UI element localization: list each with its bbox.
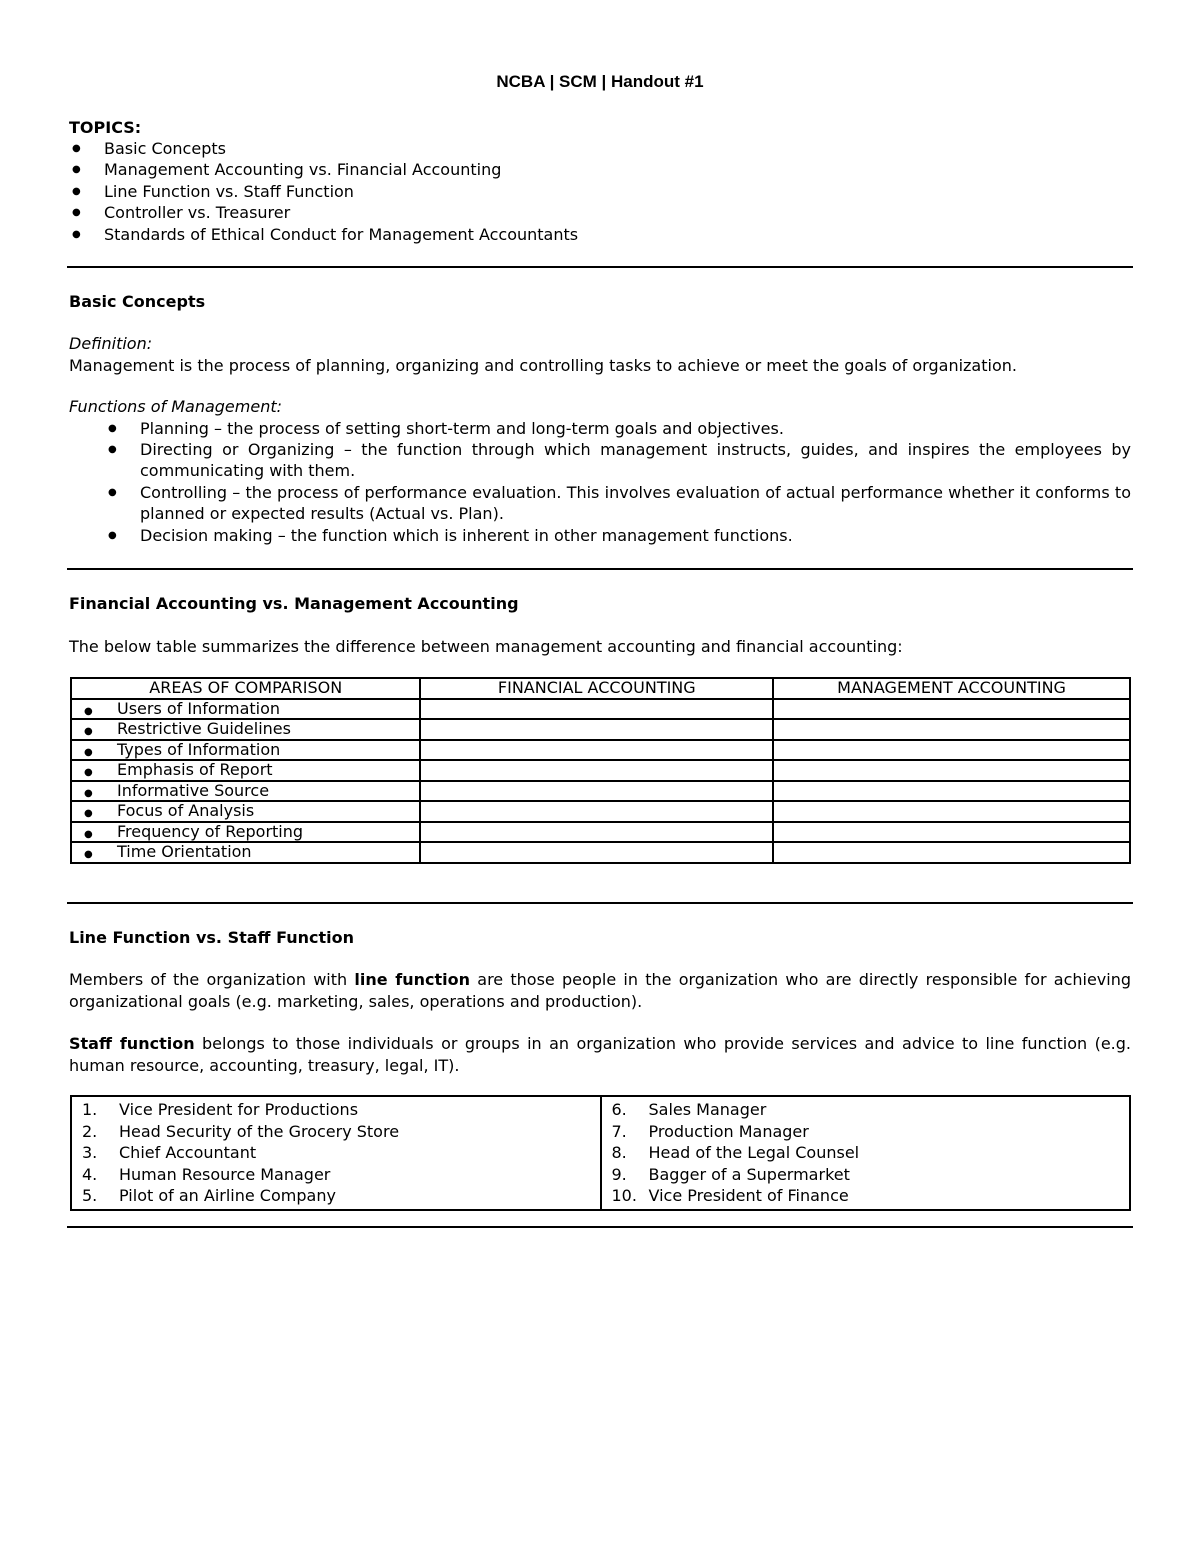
table-row: [71, 801, 1130, 822]
table-cell: [773, 740, 1130, 761]
table-cell: ● Focus of Analysis: [71, 801, 420, 822]
comparison-table: [70, 677, 1131, 864]
table-row: [71, 699, 1130, 720]
paragraph-bold-term: Staff function: [69, 1034, 195, 1053]
paragraph-text: Members of the organization with: [69, 970, 355, 989]
definition-text: Management is the process of planning, organizing and controlling tasks to achieve or meet the goals of organization.: [69, 355, 1017, 375]
table-cell: [420, 719, 773, 740]
table-cell: [773, 842, 1130, 863]
paragraph-bold-term: line function: [354, 970, 471, 989]
table-cell: ● Informative Source: [71, 781, 420, 802]
topics-label: TOPICS:: [69, 118, 142, 137]
list-item: 10. Vice President of Finance: [611, 1186, 849, 1205]
table-cell: [420, 740, 773, 761]
table-cell: ● Time Orientation: [71, 842, 420, 863]
list-item: ● Controller vs. Treasurer: [69, 202, 1131, 223]
list-item: ● Decision making – the function which is inherent in other management functions.: [69, 525, 1131, 546]
list-item: 6. Sales Manager: [611, 1100, 767, 1119]
section-divider: [67, 902, 1133, 904]
section-heading: Basic Concepts: [69, 292, 206, 311]
list-item: 7. Production Manager: [611, 1121, 809, 1141]
roles-column-right: [601, 1096, 1131, 1210]
list-item: ● Line Function vs. Staff Function: [69, 181, 1131, 202]
paragraph-text: belongs to those individuals or groups in an organization who provide services and advice to line function (e.g. human resource, accounting, treasury, legal, IT).: [69, 1034, 1131, 1075]
list-item: 8. Head of the Legal Counsel: [611, 1143, 860, 1162]
table-cell: ● Emphasis of Report: [71, 760, 420, 781]
table-row: [71, 781, 1130, 802]
list-item: ● Standards of Ethical Conduct for Management Accountants: [69, 224, 1131, 245]
basic-concepts-section: [69, 292, 1131, 546]
functions-list: [69, 418, 1131, 546]
topics-section: [69, 118, 1131, 245]
table-cell: ● Types of Information: [71, 740, 420, 761]
table-row: [71, 842, 1130, 863]
table-cell: [420, 781, 773, 802]
topics-list: [69, 138, 1131, 245]
table-cell: [773, 822, 1130, 843]
table-cell: [420, 801, 773, 822]
list-item: 9. Bagger of a Supermarket: [611, 1164, 850, 1184]
section-divider: [67, 266, 1133, 268]
table-row: [71, 760, 1130, 781]
table-cell: ● Frequency of Reporting: [71, 822, 420, 843]
column-header: AREAS OF COMPARISON: [71, 678, 420, 699]
list-item: 5. Pilot of an Airline Company: [82, 1186, 336, 1205]
line-function-paragraph: [69, 969, 1131, 1012]
functions-label: Functions of Management:: [69, 397, 282, 416]
list-item: 2. Head Security of the Grocery Store: [82, 1121, 400, 1141]
line-vs-staff-section: [69, 928, 1131, 1076]
page-title: NCBA | SCM | Handout #1: [496, 72, 704, 91]
table-row: [71, 740, 1130, 761]
table-cell: [420, 699, 773, 720]
roles-table: [70, 1095, 1131, 1211]
table-cell: [773, 699, 1130, 720]
table-cell: ● Restrictive Guidelines: [71, 719, 420, 740]
table-cell: [420, 842, 773, 863]
list-item: ● Basic Concepts: [69, 138, 1131, 159]
list-item: ● Directing or Organizing – the function through which management instructs, guides, and inspires the employees by communicating with them.: [69, 439, 1131, 482]
list-item: ● Management Accounting vs. Financial Accounting: [69, 159, 1131, 180]
definition-label: Definition:: [69, 334, 153, 353]
list-item: ● Planning – the process of setting short-term and long-term goals and objectives.: [69, 418, 1131, 439]
table-cell: [420, 822, 773, 843]
table-intro: The below table summarizes the difference between management accounting and financial accounting:: [69, 637, 903, 656]
table-cell: [420, 760, 773, 781]
section-heading: Financial Accounting vs. Management Accounting: [69, 594, 519, 613]
list-item: ● Controlling – the process of performance evaluation. This involves evaluation of actual performance whether it conforms to planned or expected results (Actual vs. Plan).: [69, 482, 1131, 525]
list-item: 1. Vice President for Productions: [82, 1100, 359, 1119]
table-row: [71, 719, 1130, 740]
table-header-row: [71, 678, 1130, 699]
table-cell: [773, 801, 1130, 822]
list-item: 4. Human Resource Manager: [82, 1164, 331, 1184]
staff-function-paragraph: [69, 1033, 1131, 1076]
section-divider: [67, 568, 1133, 570]
table-cell: ● Users of Information: [71, 699, 420, 720]
table-cell: [773, 719, 1130, 740]
section-divider: [67, 1226, 1133, 1228]
paragraph-text: are those people in the organization who are directly responsible for achieving organizational goals (e.g. marketing, sales, operations and production).: [69, 970, 1132, 1011]
table-cell: [773, 760, 1130, 781]
fa-vs-ma-section: [69, 594, 1131, 658]
section-heading: Line Function vs. Staff Function: [69, 928, 354, 947]
table-row: [71, 822, 1130, 843]
table-cell: [773, 781, 1130, 802]
table-row: [71, 1096, 1130, 1210]
list-item: 3. Chief Accountant: [82, 1143, 257, 1162]
column-header: FINANCIAL ACCOUNTING: [420, 678, 773, 699]
roles-column-left: [71, 1096, 601, 1210]
column-header: MANAGEMENT ACCOUNTING: [773, 678, 1130, 699]
